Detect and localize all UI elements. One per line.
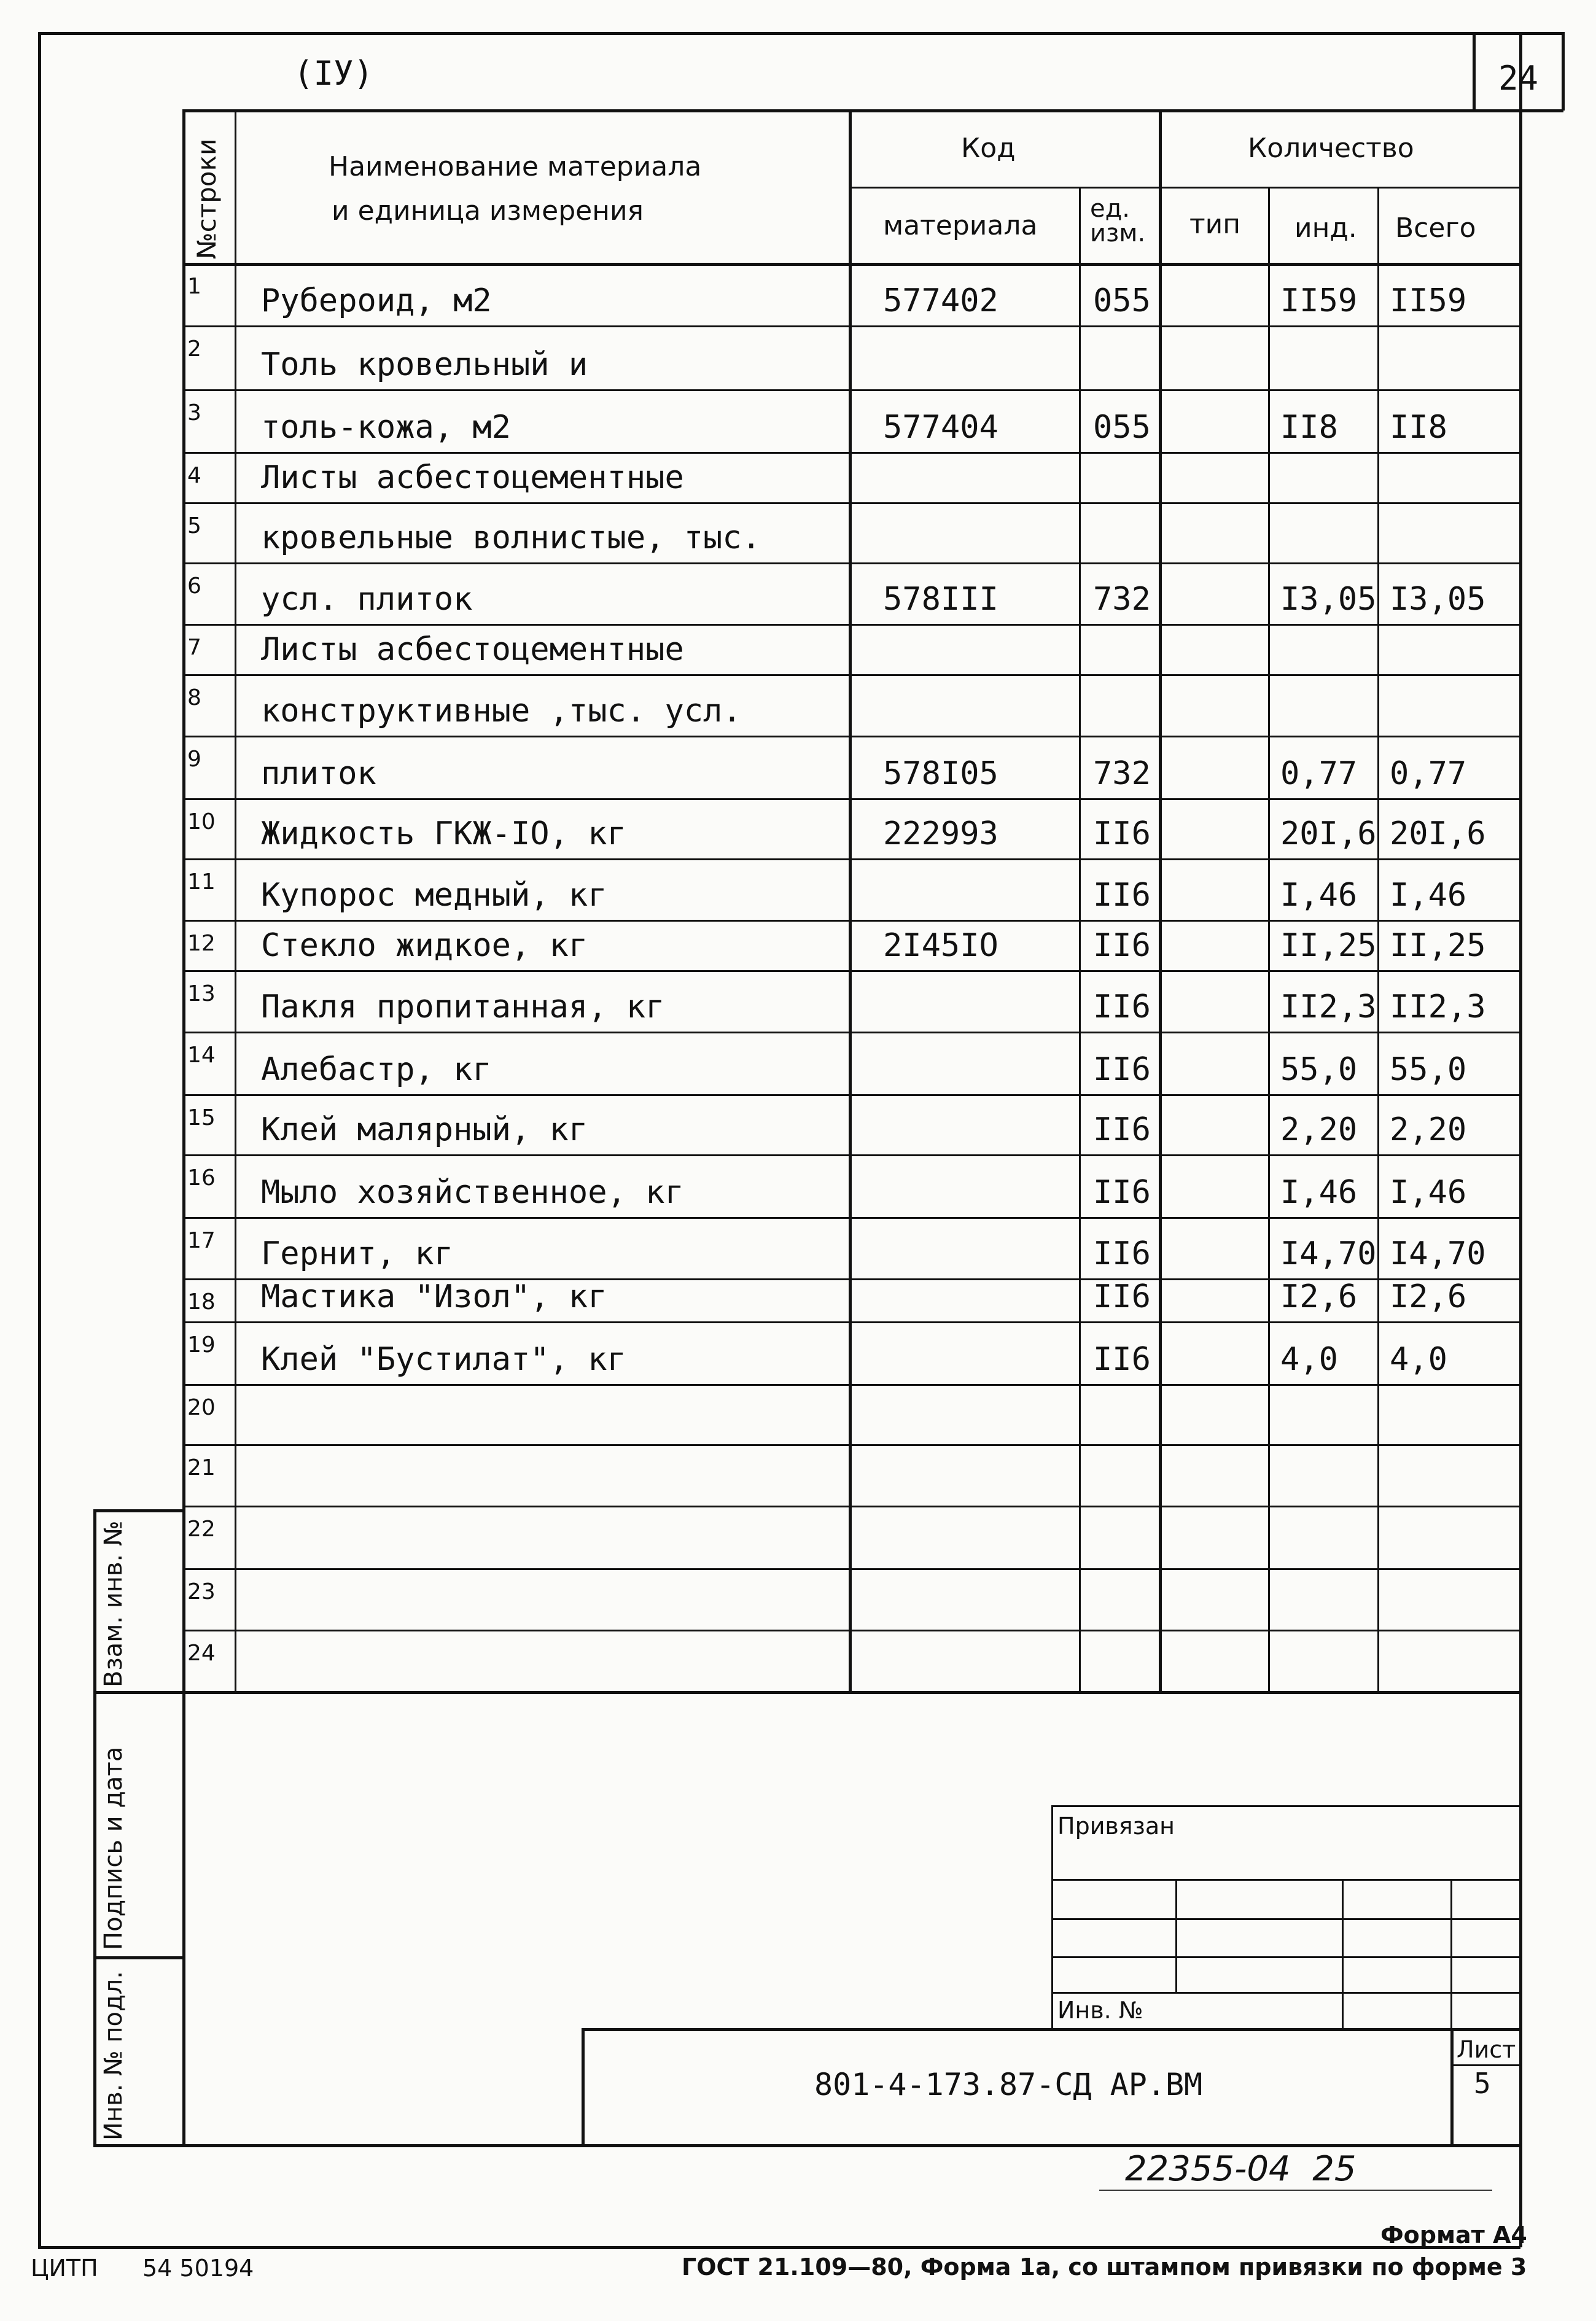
material-name: Мастика "Изол", кг: [261, 1278, 607, 1315]
stamp-doc-code: 801-4-173.87-СД АР.ВМ: [814, 2067, 1203, 2102]
header-name-line1: Наименование материала: [329, 151, 702, 182]
qty-ind: I4,70: [1280, 1235, 1377, 1272]
header-code-unit: ед. изм.: [1090, 195, 1146, 247]
material-name: Алебастр, кг: [261, 1051, 492, 1088]
row-number: 24: [187, 1641, 216, 1666]
qty-ind: I,46: [1280, 1174, 1358, 1211]
qty-ind: II8: [1280, 409, 1338, 446]
stamp-sheet-label: Лист: [1457, 2036, 1516, 2063]
material-code: 577404: [883, 409, 998, 446]
material-code: 578III: [883, 581, 998, 618]
row-number: 6: [187, 573, 201, 599]
unit-code: II6: [1093, 877, 1151, 914]
qty-total: 55,0: [1390, 1051, 1467, 1088]
material-code: 577402: [883, 282, 998, 319]
qty-ind: 0,77: [1280, 755, 1358, 792]
row-number: 10: [187, 809, 216, 834]
row-number: 18: [187, 1289, 216, 1315]
row-number: 23: [187, 1579, 216, 1604]
qty-total: II2,3: [1390, 989, 1486, 1025]
handwritten-number: 22355-04 25: [1125, 2149, 1357, 2189]
unit-code: II6: [1093, 1111, 1151, 1148]
header-name-line2: и единица измерения: [332, 195, 644, 227]
row-number: 12: [187, 931, 216, 956]
material-name: Жидкость ГКЖ-IO, кг: [261, 815, 626, 852]
unit-code: II6: [1093, 1051, 1151, 1088]
unit-code: 732: [1093, 755, 1151, 792]
material-name: Листы асбестоцементные: [261, 459, 684, 496]
qty-total: I,46: [1390, 877, 1467, 914]
qty-ind: 4,0: [1280, 1341, 1338, 1378]
material-code: 578I05: [883, 755, 998, 792]
unit-code: 055: [1093, 409, 1151, 446]
row-number: 20: [187, 1395, 216, 1420]
header-code: Код: [961, 133, 1016, 164]
row-number: 22: [187, 1517, 216, 1542]
unit-code: II6: [1093, 1174, 1151, 1211]
qty-ind: II59: [1280, 282, 1358, 319]
qty-total: I3,05: [1390, 581, 1486, 618]
qty-ind: I2,6: [1280, 1278, 1358, 1315]
footer-format: Формат А4: [1380, 2222, 1527, 2249]
material-code: 2I45IO: [883, 927, 998, 964]
material-name: плиток: [261, 755, 376, 792]
qty-total: I4,70: [1390, 1235, 1486, 1272]
row-number: 19: [187, 1332, 216, 1358]
material-name: Гернит, кг: [261, 1235, 454, 1272]
row-number: 15: [187, 1105, 216, 1130]
material-name: Рубероид, м2: [261, 282, 492, 319]
unit-code: II6: [1093, 1235, 1151, 1272]
row-number: 1: [187, 274, 201, 299]
material-name: кровельные волнистые, тыс.: [261, 519, 761, 556]
qty-ind: II,25: [1280, 927, 1377, 964]
header-qty-ind: инд.: [1294, 212, 1357, 244]
unit-code: II6: [1093, 1278, 1151, 1315]
qty-total: 20I,6: [1390, 815, 1486, 852]
material-name: Клей "Бустилат", кг: [261, 1341, 626, 1378]
row-number: 13: [187, 981, 216, 1006]
page-number: 24: [1498, 59, 1539, 98]
footer-org-code: 54 50194: [142, 2255, 254, 2282]
material-name: усл. плиток: [261, 581, 473, 618]
qty-total: 4,0: [1390, 1341, 1447, 1378]
row-number: 8: [187, 685, 201, 710]
qty-total: II,25: [1390, 927, 1486, 964]
label-inv-podl: Инв. № подл.: [99, 1971, 128, 2140]
header-row-number: №строки: [192, 138, 222, 259]
qty-total: I,46: [1390, 1174, 1467, 1211]
stamp-inv-no: Инв. №: [1057, 1997, 1143, 2024]
header-code-material: материала: [883, 210, 1038, 241]
material-name: Пакля пропитанная, кг: [261, 989, 665, 1025]
qty-ind: II2,3: [1280, 989, 1377, 1025]
section-mark: (IУ): [294, 54, 374, 93]
footer-gost: ГОСТ 21.109—80, Форма 1а, со штампом привязки по форме 3: [682, 2253, 1527, 2280]
row-number: 4: [187, 463, 201, 488]
row-number: 21: [187, 1455, 216, 1480]
footer-org: ЦИТП: [31, 2255, 98, 2282]
material-name: конструктивные ,тыс. усл.: [261, 693, 742, 729]
unit-code: II6: [1093, 989, 1151, 1025]
row-number: 2: [187, 336, 201, 362]
unit-code: 732: [1093, 581, 1151, 618]
row-number: 11: [187, 869, 216, 895]
stamp-sheet-value: 5: [1474, 2067, 1491, 2100]
row-number: 14: [187, 1043, 216, 1068]
label-vzam-inv: Взам. инв. №: [99, 1520, 128, 1687]
material-name: Листы асбестоцементные: [261, 631, 684, 668]
qty-ind: I3,05: [1280, 581, 1377, 618]
qty-total: I2,6: [1390, 1278, 1467, 1315]
material-name: Мыло хозяйственное, кг: [261, 1174, 684, 1211]
unit-code: II6: [1093, 1341, 1151, 1378]
material-name: Толь кровельный и: [261, 346, 588, 383]
row-number: 9: [187, 747, 201, 772]
header-quantity: Количество: [1248, 133, 1414, 164]
header-qty-total: Всего: [1395, 212, 1476, 244]
row-number: 3: [187, 400, 201, 426]
qty-ind: 2,20: [1280, 1111, 1358, 1148]
qty-ind: 20I,6: [1280, 815, 1377, 852]
qty-total: II8: [1390, 409, 1447, 446]
row-number: 5: [187, 513, 201, 538]
unit-code: 055: [1093, 282, 1151, 319]
material-code: 222993: [883, 815, 998, 852]
row-number: 16: [187, 1165, 216, 1191]
material-name: Клей малярный, кг: [261, 1111, 588, 1148]
qty-total: 0,77: [1390, 755, 1467, 792]
material-name: Стекло жидкое, кг: [261, 927, 588, 964]
qty-total: 2,20: [1390, 1111, 1467, 1148]
label-podpis-data: Подпись и дата: [99, 1746, 128, 1950]
material-name: толь-кожа, м2: [261, 409, 511, 446]
qty-ind: 55,0: [1280, 1051, 1358, 1088]
unit-code: II6: [1093, 815, 1151, 852]
material-name: Купорос медный, кг: [261, 877, 607, 914]
row-number: 17: [187, 1228, 216, 1253]
row-number: 7: [187, 635, 201, 660]
stamp-privyazan: Привязан: [1057, 1813, 1175, 1840]
unit-code: II6: [1093, 927, 1151, 964]
header-qty-type: тип: [1189, 209, 1240, 240]
qty-total: II59: [1390, 282, 1467, 319]
qty-ind: I,46: [1280, 877, 1358, 914]
